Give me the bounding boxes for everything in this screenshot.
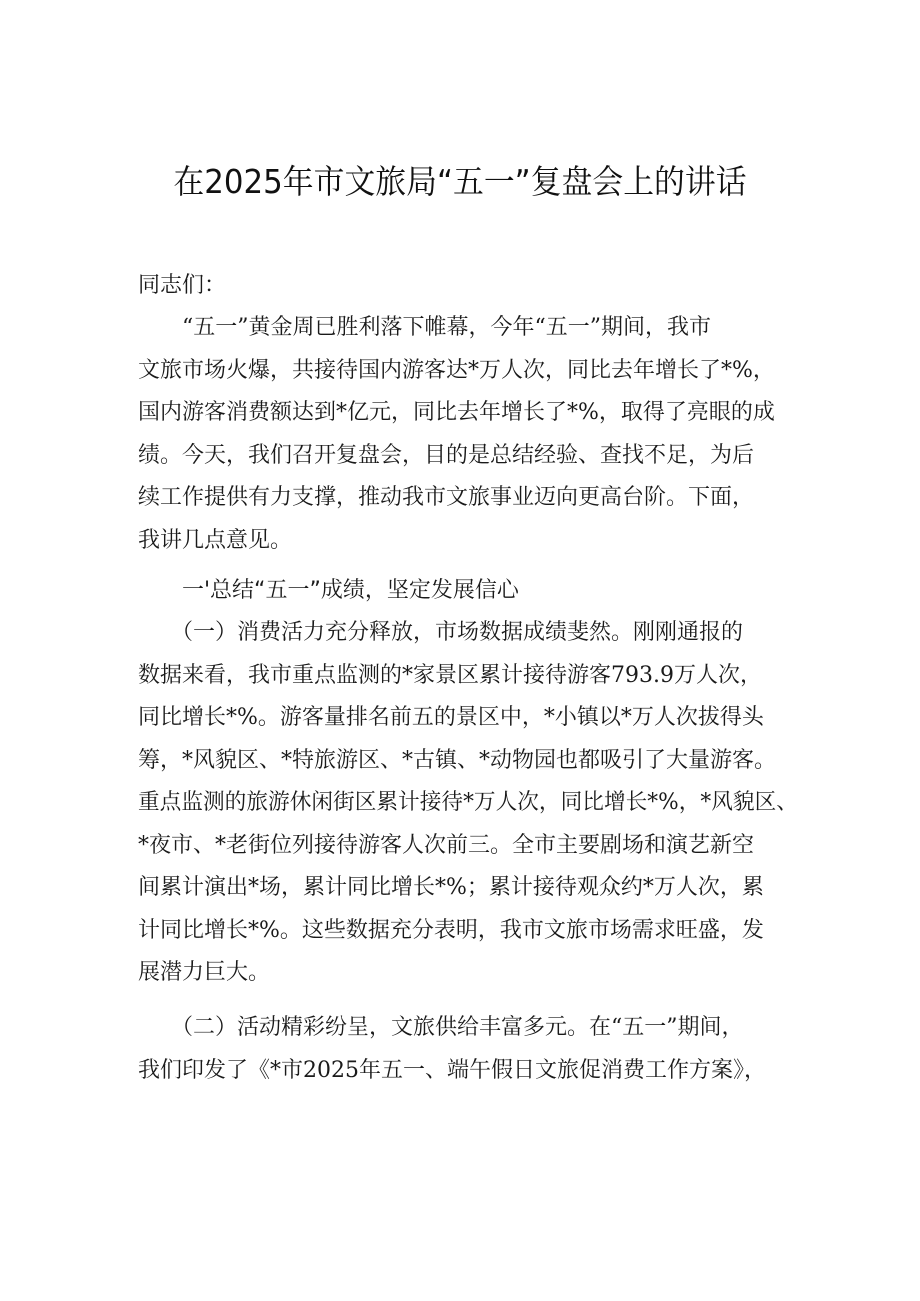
salutation xyxy=(138,265,798,308)
section1-heading xyxy=(138,570,798,613)
sub1-line-3: 同比增长*%。游客量排名前五的景区中，*小镇以*万人次拔得头 xyxy=(138,705,764,730)
intro-line-3: 国内游客消费额达到*亿元，同比去年增长了*%，取得了亮眼的成 xyxy=(138,400,775,425)
sub1-line-2: 数据来看，我市重点监测的*家景区累计接待游客793.9万人次， xyxy=(138,662,762,688)
document-title: 在2025年市文旅局“五一”复盘会上的讲话 xyxy=(173,162,747,201)
sub1-line-4: 筹，*风貌区、*特旅游区、*古镇、*动物园也都吸引了大量游客。 xyxy=(138,747,777,773)
intro-line-6: 我讲几点意见。 xyxy=(138,527,293,553)
sub1-line-6: *夜市、*老街位列接待游客人次前三。全市主要剧场和演艺新空 xyxy=(138,832,755,858)
sub2-line-1: （二）活动精彩纷呈，文旅供给丰富多元。在“五一”期间， xyxy=(138,1015,744,1040)
intro-line-1: “五一”黄金周已胜利落下帷幕，今年“五一”期间，我市 xyxy=(138,315,711,340)
subsection2-paragraph xyxy=(138,1007,798,1092)
intro-paragraph xyxy=(138,307,798,562)
salutation-line: 同志们： xyxy=(138,273,227,298)
sub1-line-9: 展潜力巨大。 xyxy=(138,960,271,985)
sub1-line-7: 间累计演出*场，累计同比增长*%；累计接待观众约*万人次，累 xyxy=(138,875,764,900)
subsection1-paragraph xyxy=(138,612,798,995)
sub2-line-2: 我们印发了《*市2025年五一、端午假日文旅促消费工作方案》， xyxy=(138,1057,766,1083)
sub1-line-1: （一）消费活力充分释放，市场数据成绩斐然。刚刚通报的 xyxy=(138,620,744,645)
intro-line-5: 续工作提供有力支撑，推动我市文旅事业迈向更高台阶。下面， xyxy=(138,485,755,510)
section1-heading-text: 一'总结“五一”成绩，坚定发展信心 xyxy=(138,578,519,603)
intro-line-4: 绩。今天，我们召开复盘会，目的是总结经验、查找不足，为后 xyxy=(138,442,755,468)
sub1-line-5: 重点监测的旅游休闲街区累计接待*万人次，同比增长*%，*风貌区、 xyxy=(138,790,798,815)
intro-line-2: 文旅市场火爆，共接待国内游客达*万人次，同比去年增长了*%， xyxy=(138,357,775,383)
sub1-line-8: 计同比增长*%。这些数据充分表明，我市文旅市场需求旺盛，发 xyxy=(138,917,764,943)
